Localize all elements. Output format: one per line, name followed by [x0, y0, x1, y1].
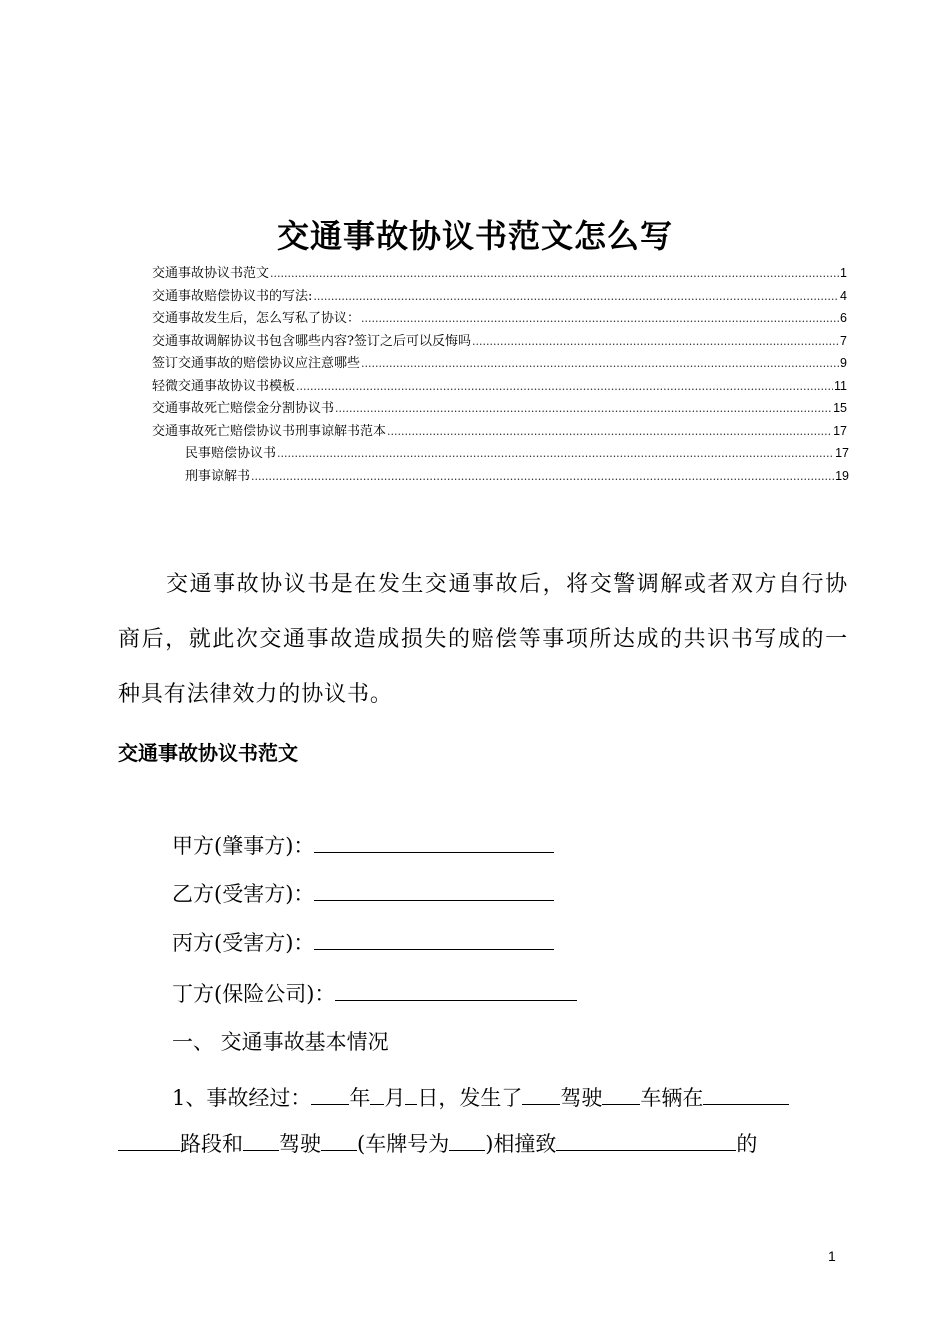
toc-entry-label: 轻微交通事故协议书模板	[152, 378, 296, 394]
document-title: 交通事故协议书范文怎么写	[276, 217, 673, 255]
day-text: 日，发生了	[417, 1086, 523, 1110]
toc-entry-label: 交通事故死亡赔偿金分割协议书	[152, 401, 335, 416]
location-blank[interactable]	[703, 1082, 789, 1105]
toc-leader	[270, 263, 839, 286]
toc-entry-label: 签订交通事故的赔偿协议应注意哪些	[152, 356, 361, 371]
toc-entry-label: 交通事故调解协议书包含哪些内容?签订之后可以反悔吗	[152, 333, 471, 349]
party-a-blank[interactable]	[314, 826, 554, 853]
page-number: 1	[828, 1248, 836, 1264]
party-a-line	[172, 826, 554, 864]
toc-entry-page: 17	[835, 446, 849, 460]
toc-leader	[296, 376, 833, 399]
toc-entry[interactable]	[152, 285, 847, 308]
driver2-text: 驾驶	[279, 1132, 321, 1156]
toc-entry-page: 15	[833, 401, 847, 415]
toc-entry-page: 7	[840, 333, 847, 348]
toc-entry-page: 1	[840, 266, 847, 280]
party-b-line	[172, 874, 554, 912]
plate-blank[interactable]	[449, 1128, 485, 1151]
of-text: 的	[736, 1132, 758, 1156]
toc-entry-label: 交通事故赔偿协议书的写法:	[152, 288, 313, 304]
toc-leader	[361, 353, 839, 376]
location-blank-cont[interactable]	[118, 1128, 180, 1151]
toc-leader	[361, 308, 839, 331]
toc-entry[interactable]	[152, 420, 847, 443]
event-label: 1、事故经过：	[172, 1086, 312, 1110]
party-c-label: 丙方(受害方)：	[172, 931, 315, 955]
party-c-line	[172, 923, 554, 961]
toc-entry-page: 11	[834, 378, 847, 393]
toc-leader	[251, 466, 834, 489]
toc-entry-label: 民事赔偿协议书	[185, 446, 277, 461]
party-b-blank[interactable]	[314, 874, 554, 901]
accident-details-paragraph	[118, 1075, 848, 1167]
toc-entry[interactable]	[152, 352, 847, 375]
day-blank[interactable]	[405, 1082, 417, 1105]
driver2-blank[interactable]	[243, 1128, 279, 1151]
toc-subentry[interactable]	[152, 465, 849, 488]
intro-paragraph: 交通事故协议书是在发生交通事故后，将交警调解或者双方自行协商后，就此次交通事故造成损失的赔偿等事项所达成的共识书写成的一种具有法律效力的协议书。	[118, 572, 848, 707]
road-text: 路段和	[180, 1132, 243, 1156]
driver-text: 驾驶	[560, 1086, 603, 1110]
plate-text: (车牌号为	[357, 1132, 450, 1156]
toc-entry[interactable]	[152, 375, 847, 398]
toc-entry[interactable]	[152, 330, 847, 353]
toc-leader	[335, 398, 832, 421]
party-d-label: 丁方(保险公司)：	[172, 982, 336, 1006]
accident-details-line-2	[118, 1121, 848, 1167]
toc-entry-page: 17	[833, 423, 847, 438]
toc-entry-label: 交通事故发生后，怎么写私了协议：	[152, 311, 361, 326]
collide-text: )相撞致	[485, 1132, 557, 1156]
party-d-blank[interactable]	[335, 974, 577, 1001]
party-c-blank[interactable]	[314, 923, 554, 950]
section-heading: 交通事故协议书范文	[118, 741, 298, 765]
party-d-line	[172, 974, 577, 1012]
driver-blank[interactable]	[522, 1082, 560, 1105]
toc-subentry[interactable]	[152, 442, 849, 465]
toc-entry-label: 交通事故协议书范文	[152, 266, 270, 281]
toc-entry[interactable]	[152, 307, 847, 330]
month-text: 月	[384, 1086, 406, 1110]
party-b-label: 乙方(受害方)：	[172, 882, 315, 906]
toc-entry-label: 交通事故死亡赔偿协议书刑事谅解书范本	[152, 423, 387, 439]
vehicle-blank[interactable]	[602, 1082, 640, 1105]
toc-entry[interactable]	[152, 397, 847, 420]
toc-entry-page: 6	[840, 311, 847, 325]
toc-entry-page: 9	[840, 356, 847, 370]
year-text: 年	[349, 1086, 371, 1110]
year-blank[interactable]	[311, 1082, 349, 1105]
accident-details-line-1	[118, 1075, 848, 1121]
toc-leader	[472, 331, 839, 354]
table-of-contents	[152, 262, 847, 487]
toc-entry-page: 4	[840, 288, 847, 303]
vehicle2-blank[interactable]	[321, 1128, 357, 1151]
month-blank[interactable]	[370, 1082, 384, 1105]
toc-leader	[387, 421, 832, 444]
toc-entry-page: 19	[835, 468, 849, 483]
vehicle-text: 车辆在	[640, 1086, 704, 1110]
toc-entry-label: 刑事谅解书	[185, 468, 251, 484]
party-a-label: 甲方(肇事方)：	[172, 834, 315, 858]
result-blank[interactable]	[556, 1128, 736, 1151]
toc-entry[interactable]	[152, 262, 847, 285]
toc-leader	[277, 443, 834, 466]
heading-accident-basics: 一、 交通事故基本情况	[172, 1030, 389, 1054]
toc-leader	[313, 286, 839, 309]
